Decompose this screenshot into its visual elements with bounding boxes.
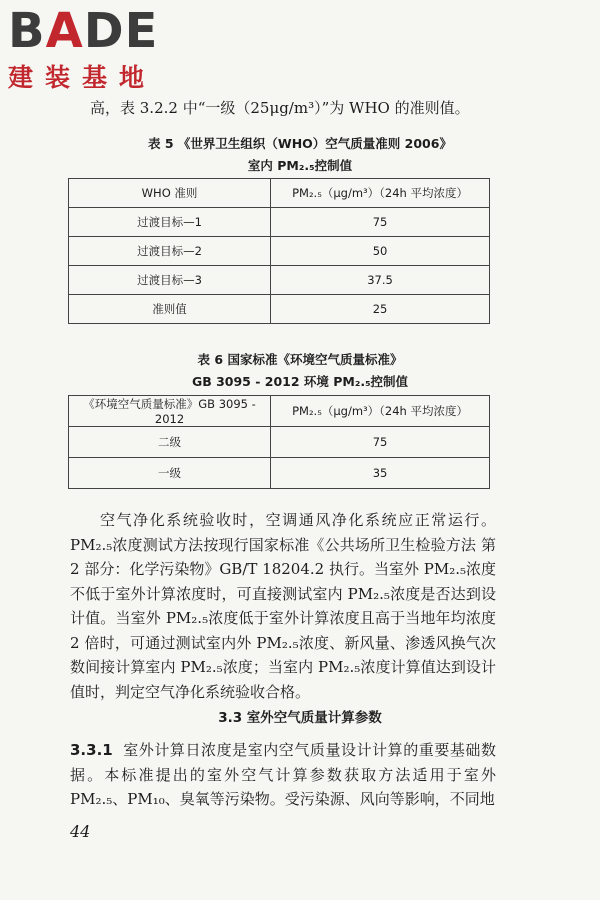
body-paragraph-1 bbox=[70, 508, 496, 704]
table-cell: 过渡目标—3 bbox=[69, 266, 271, 295]
table6-caption: 表 6 国家标准《环境空气质量标准》 bbox=[197, 352, 403, 367]
table-row bbox=[69, 427, 490, 458]
table-cell: 75 bbox=[271, 427, 490, 458]
table-header: PM₂.₅（μg/m³）（24h 平均浓度） bbox=[271, 179, 490, 208]
table-cell: 75 bbox=[271, 208, 490, 237]
table-header-row bbox=[69, 396, 490, 427]
intro-line: 高，表 3.2.2 中“一级（25μg/m³）”为 WHO 的准则值。 bbox=[90, 99, 470, 117]
table-cell: 过渡目标—1 bbox=[69, 208, 271, 237]
table-header-row bbox=[69, 179, 490, 208]
table-header: WHO 准则 bbox=[69, 179, 271, 208]
table-cell: 35 bbox=[271, 458, 490, 489]
table-cell: 50 bbox=[271, 237, 490, 266]
table5-caption: 表 5 《世界卫生组织（WHO）空气质量准则 2006》 bbox=[148, 136, 452, 151]
table5 bbox=[68, 178, 490, 324]
clause-number: 3.3.1 bbox=[70, 741, 113, 759]
table-row bbox=[69, 237, 490, 266]
table-row bbox=[69, 208, 490, 237]
logo bbox=[8, 3, 159, 94]
paragraph-text: 空气净化系统验收时，空调通风净化系统应正常运行。PM₂.₅浓度测试方法按现行国家标准《公共场所卫生检验方法 第 2 部分：化学污染物》GB/T 18204.2 执行。当室外 PM₂.₅浓度不低于室外计算浓度时，可直接测试室内 PM₂.₅浓度是否达到设计值。当室外 PM₂.₅浓度低于室外计算浓度且高于当地年均浓度 2 倍时，可通过测试室内外 PM₂.₅浓度、新风量、渗透风换气次数间接计算室内 PM₂.₅浓度；当室内 PM₂.₅浓度计算值达到设计值时，判定空气净化系统验收合格。 bbox=[70, 511, 496, 701]
table-row bbox=[69, 458, 490, 489]
table-row bbox=[69, 295, 490, 324]
table-header: PM₂.₅（μg/m³）（24h 平均浓度） bbox=[271, 396, 490, 427]
table-cell: 一级 bbox=[69, 458, 271, 489]
body-paragraph-2 bbox=[70, 738, 496, 812]
table-cell: 37.5 bbox=[271, 266, 490, 295]
table-row bbox=[69, 266, 490, 295]
table-cell: 二级 bbox=[69, 427, 271, 458]
table-cell: 过渡目标—2 bbox=[69, 237, 271, 266]
paragraph-text: 室外计算日浓度是室内空气质量设计计算的重要基础数据。本标准提出的室外空气计算参数获取方法适用于室外 PM₂.₅、PM₁₀、臭氧等污染物。受污染源、风向等影响，不同地 bbox=[70, 741, 496, 808]
table6-subcaption: GB 3095 - 2012 环境 PM₂.₅控制值 bbox=[191, 374, 409, 389]
page-number: 44 bbox=[70, 822, 91, 841]
table-cell: 准则值 bbox=[69, 295, 271, 324]
table5-subcaption: 室内 PM₂.₅控制值 bbox=[247, 158, 353, 173]
table-cell: 25 bbox=[271, 295, 490, 324]
logo-brand: BADE bbox=[8, 3, 159, 59]
table-header: 《环境空气质量标准》GB 3095 - 2012 bbox=[69, 396, 271, 427]
table6 bbox=[68, 395, 490, 489]
logo-subtitle: 建装基地 bbox=[8, 63, 157, 92]
section-title: 3.3 室外空气质量计算参数 bbox=[218, 710, 382, 726]
